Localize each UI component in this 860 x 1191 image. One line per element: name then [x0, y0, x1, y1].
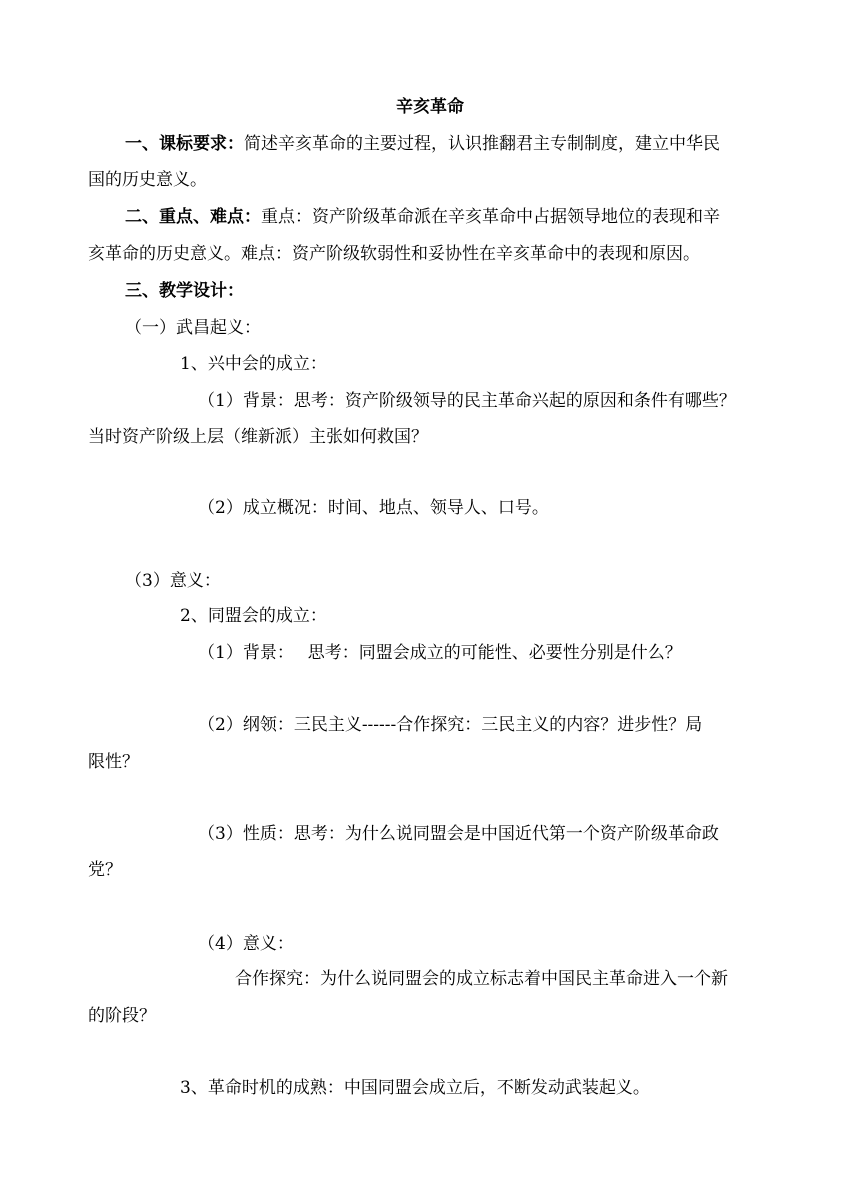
- item2-sub4-detail-line1: 合作探究：为什么说同盟会的成立标志着中国民主革命进入一个新: [235, 969, 728, 989]
- section1-text-line2: 国的历史意义。: [88, 170, 207, 190]
- item2-sub4-detail-line2: 的阶段？: [88, 1006, 156, 1026]
- item2-sub3-line2: 党？: [88, 860, 122, 880]
- section2-line1: [125, 205, 720, 229]
- section1-text-line1: 简述辛亥革命的主要过程，认识推翻君主专制制度，建立中华民: [244, 134, 720, 154]
- item1-sub2: （2）成立概况：时间、地点、领导人、口号。: [198, 498, 549, 518]
- section2-heading: 二、重点、难点：: [125, 207, 261, 227]
- item1-sub1-line1: （1）背景：思考：资产阶级领导的民主革命兴起的原因和条件有哪些？: [198, 391, 736, 411]
- document-title: 辛亥革命: [396, 97, 464, 117]
- item2-sub2-line2: 限性？: [88, 752, 139, 772]
- item1-heading: 1、兴中会的成立：: [180, 354, 327, 374]
- item3-heading: 3、革命时机的成熟：中国同盟会成立后，不断发动武装起义。: [180, 1078, 650, 1098]
- section1-line1: [125, 132, 720, 156]
- item2-sub2-line1: （2）纲领：三民主义------合作探究：三民主义的内容？进步性？局: [198, 715, 703, 735]
- section2-text-line2: 亥革命的历史意义。难点：资产阶级软弱性和妥协性在辛亥革命中的表现和原因。: [88, 244, 700, 264]
- item2-sub1: （1）背景： 思考：同盟会成立的可能性、必要性分别是什么？: [198, 643, 682, 663]
- part1-heading: （一）武昌起义：: [125, 318, 261, 338]
- item2-sub4: （4）意义：: [198, 934, 294, 954]
- section1-heading: 一、课标要求：: [125, 134, 244, 154]
- item2-heading: 2、同盟会的成立：: [180, 606, 327, 626]
- item2-sub3-line1: （3）性质：思考：为什么说同盟会是中国近代第一个资产阶级革命政: [198, 824, 719, 844]
- item1-sub3: （3）意义：: [125, 571, 221, 591]
- section2-text-line1: 重点：资产阶级革命派在辛亥革命中占据领导地位的表现和辛: [261, 207, 720, 227]
- item1-sub1-line2: 当时资产阶级上层（维新派）主张如何救国？: [88, 427, 428, 447]
- section3-heading: 三、教学设计：: [125, 281, 244, 301]
